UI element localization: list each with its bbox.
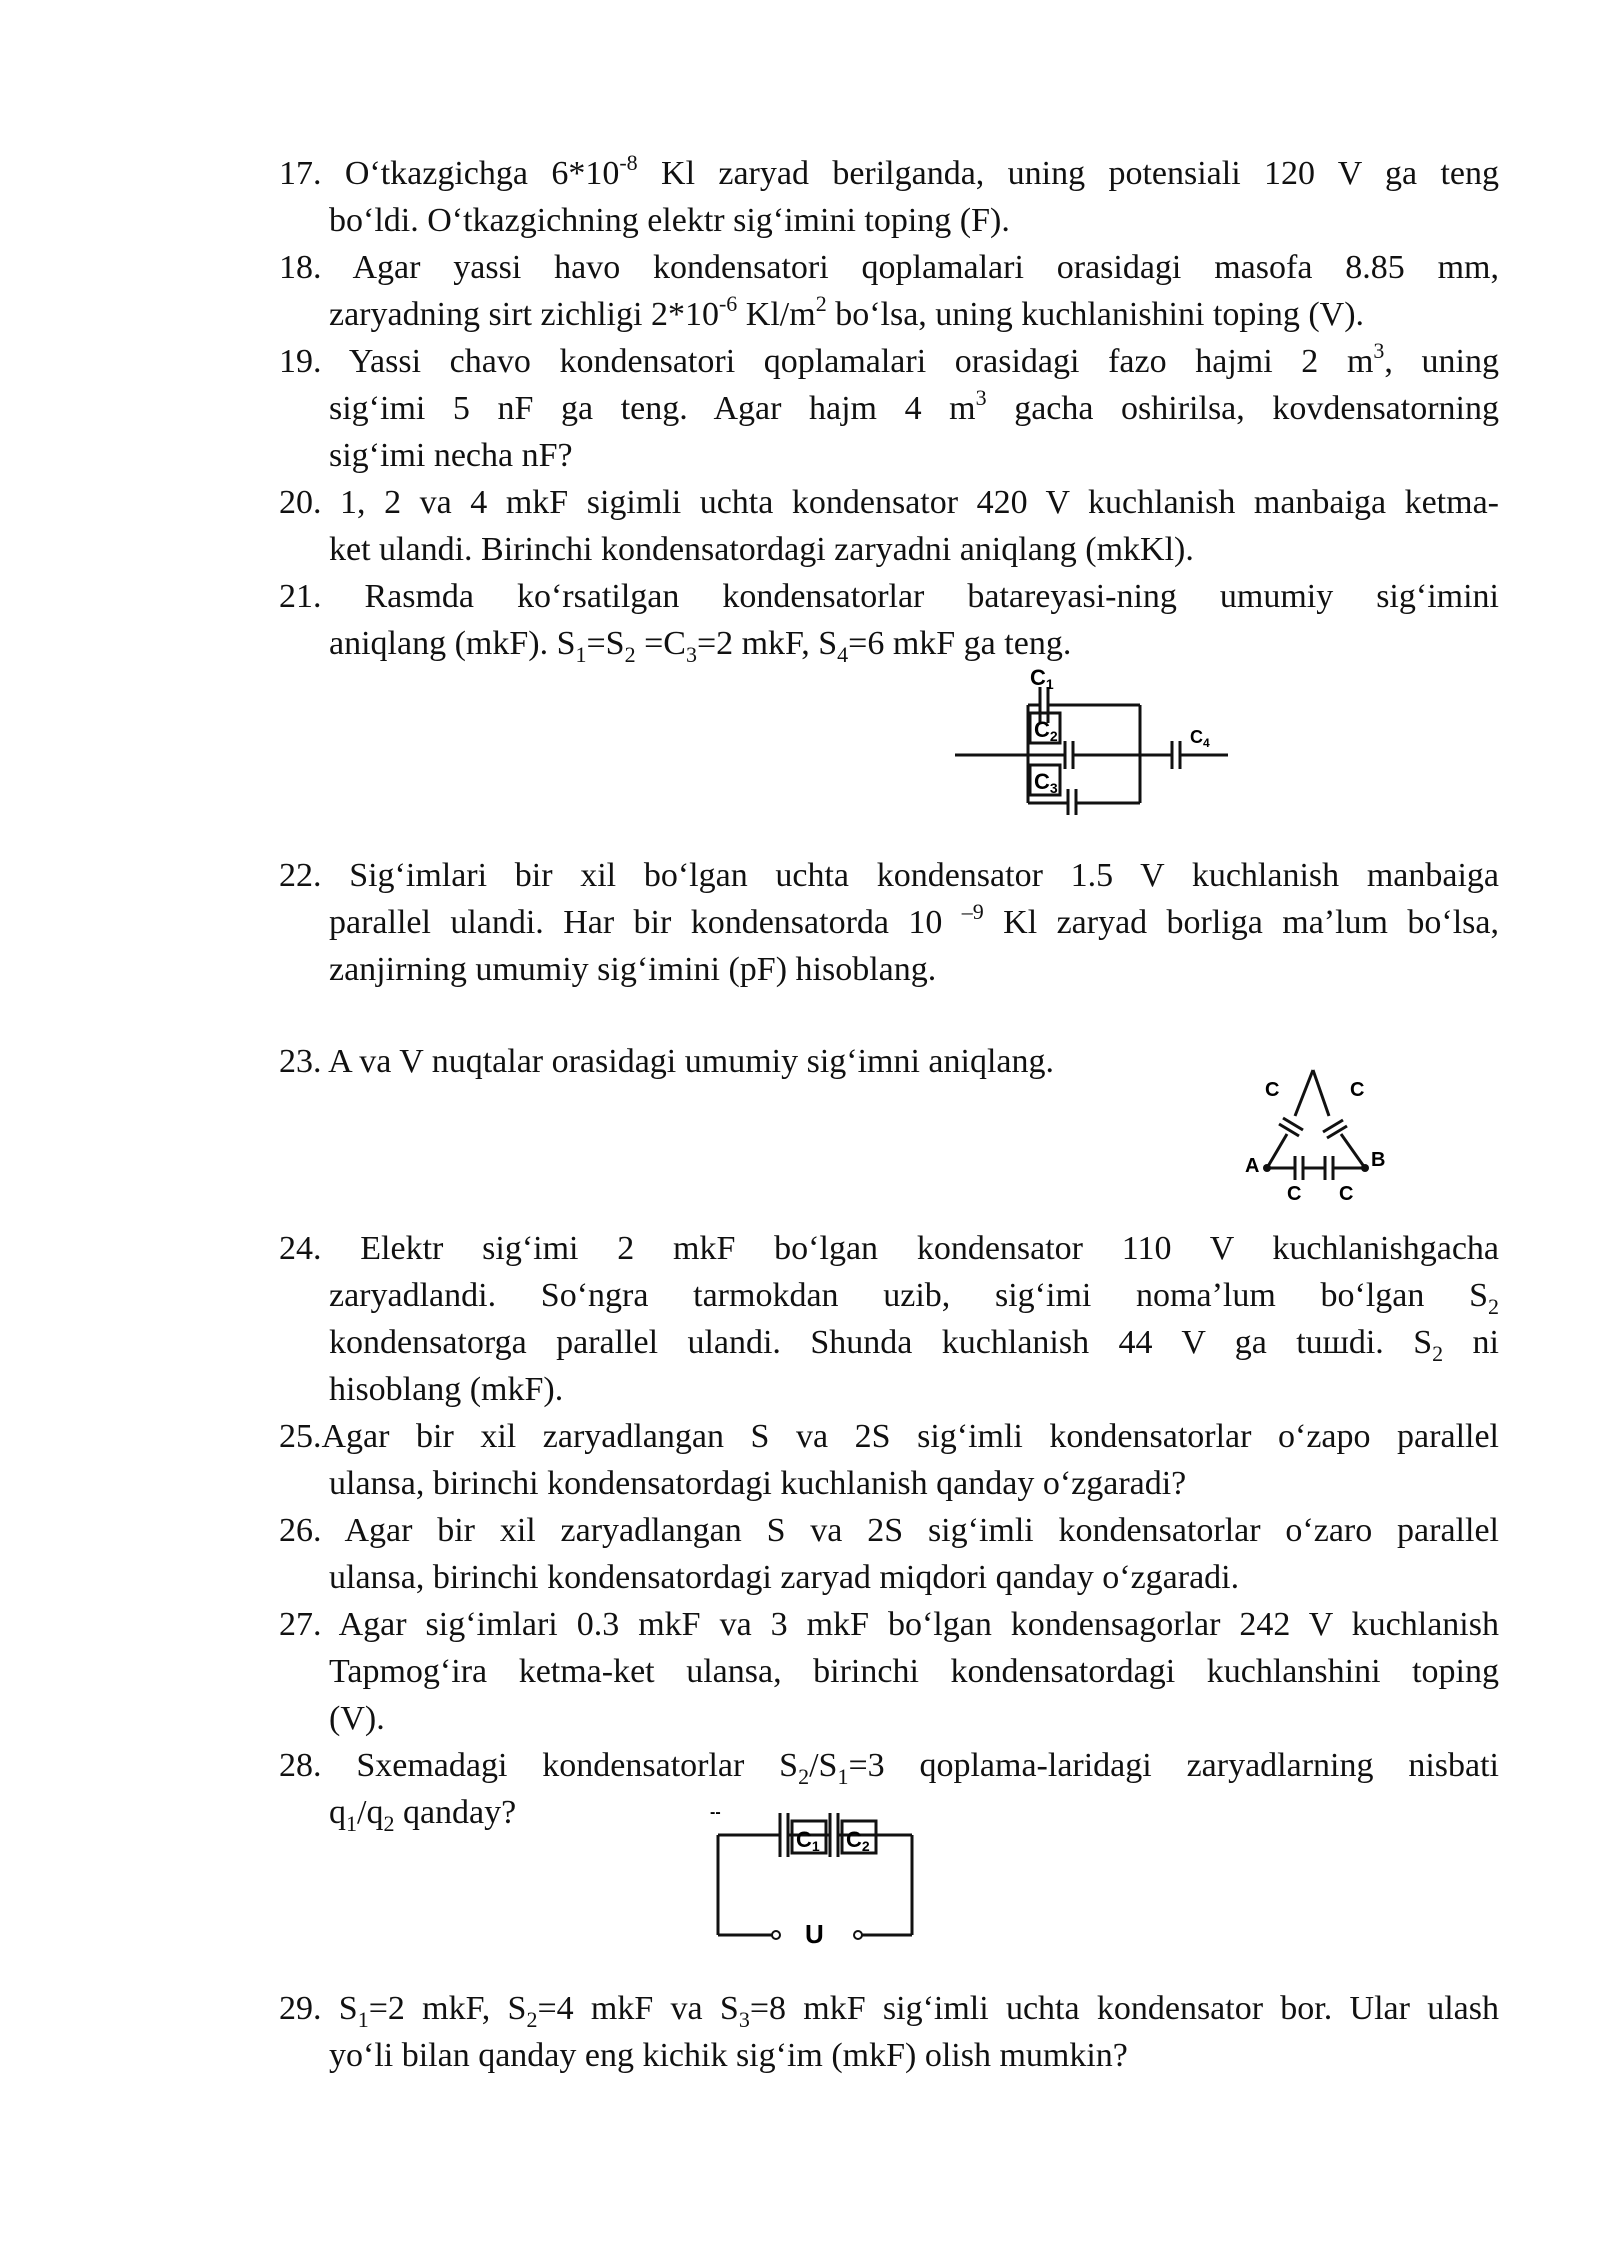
- problem-24: 24. Elektr sigʻimi 2 mkF boʻlgan kondensator 110 V kuchlanishgacha zaryadlandi. Soʻngra tarmokdan uzib, sigʻimi nomaʼlum boʻlgan $S_2$ kondensatorga parallel ulandi. Shunda kuchlanish 44 V ga tuшdi. $S_2$ ni hisoblang (mkF).: [279, 1230, 1499, 1408]
- fig28-dash-mark: --: [710, 1804, 721, 1821]
- fig21-label-c3: C3: [1034, 769, 1058, 796]
- problem-17: 17. Oʻtkazgichga $6*10^{-8}$ Kl zaryad berilganda, uning potensiali 120 V ga teng boʻldi. Oʻtkazgichning elektr sigʻimini toping (F).: [279, 149, 1499, 239]
- fig23-label-a: A: [1245, 1155, 1260, 1177]
- problem-27: 27. Agar sigʻimlari 0.3 mkF va 3 mkF boʻlgan kondensagorlar 242 V kuchlanish Tapmogʻira ketma-ket ulansa, birinchi kondensatordagi kuchlanshini toping (V).: [279, 1606, 1499, 1737]
- problem-25: 25.Agar bir xil zaryadlangan S va 2S sigʻimli kondensatorlar oʻzapo parallel ulansa, birinchi kondensatordagi kuchlanish qanday oʻzgaradi?: [279, 1418, 1499, 1502]
- fig28-label-u: U: [805, 1919, 824, 1949]
- problem-28: 28. Sxemadagi kondensatorlar $S_2/S_1=3$ qoplama-laridagi zaryadlarning nisbati $q_1/q_2$ qanday?: [279, 1747, 1499, 1836]
- fig23-label-c-top-right: C: [1350, 1079, 1365, 1101]
- figure-23-triangle-circuit: [1245, 1058, 1395, 1208]
- problem-21: 21. Rasmda koʻrsatilgan kondensatorlar batareyasi-ning umumiy sigʻimini aniqlang (mkF). $S_1=S_2 =C_3=2$ mkF, $S_4=6$ mkF ga teng.: [279, 578, 1499, 667]
- fig23-label-c-top-left: C: [1265, 1079, 1280, 1101]
- figure-23-diagram: [1245, 1058, 1395, 1208]
- problem-20: 20. 1, 2 va 4 mkF sigimli uchta kondensator 420 V kuchlanish manbaiga ketma- ket ulandi. Birinchi kondensatordagi zaryadni aniqlang (mkKl).: [279, 484, 1499, 568]
- problem-18: 18. Agar yassi havo kondensatori qoplamalari orasidagi masofa 8.85 mm, zaryadning sirt zichligi $2*10^{-6}$ $Kl/m^2$ boʻlsa, uning kuchlanishini toping (V).: [279, 249, 1499, 333]
- figure-21-capacitor-battery: [950, 665, 1250, 820]
- fig23-label-c-bottom-left: C: [1287, 1183, 1302, 1205]
- fig28-label-c2: C2: [846, 1827, 870, 1854]
- problem-19: 19. Yassi chavo kondensatori qoplamalari orasidagi fazo hajmi 2 $m^3$, uning sigʻimi 5 nF ga teng. Agar hajm 4 $m^3$ gacha oshirilsa, kovdensatorning sigʻimi necha nF?: [279, 337, 1499, 474]
- fig21-label-c4: $C_4$: [1190, 727, 1210, 750]
- problem-26: 26. Agar bir xil zaryadlangan S va 2S sigʻimli kondensatorlar oʻzaro parallel ulansa, birinchi kondensatordagi zaryad miqdori qanday oʻzgaradi.: [279, 1512, 1499, 1596]
- figure-21-diagram: [950, 665, 1250, 820]
- problem-22: 22. Sigʻimlari bir xil boʻlgan uchta kondensator 1.5 V kuchlanish manbaiga parallel ulandi. Har bir kondensatorda 10 $^{-9}$ Kl zaryad borliga maʼlum boʻlsa, zanjirning umumiy sigʻimini (pF) hisoblang.: [279, 857, 1499, 988]
- figure-28-diagram: [700, 1795, 930, 1955]
- problem-29: 29. $S_1=2$ mkF, $S_2=4$ mkF va $S_3=8$ mkF sigʻimli uchta kondensator bor. Ular ulash yoʻli bilan qanday eng kichik sigʻim (mkF) olish mumkin?: [279, 1990, 1499, 2074]
- fig23-label-b: B: [1371, 1149, 1386, 1171]
- figure-28-series-circuit: [700, 1795, 930, 1955]
- problem-23: 23. A va V nuqtalar orasidagi umumiy sigʻimni aniqlang.: [279, 1043, 1054, 1080]
- fig21-label-c1: C1: [1030, 665, 1054, 692]
- fig28-label-c1: C1: [796, 1827, 820, 1854]
- fig21-label-c2: C2: [1034, 717, 1058, 744]
- fig23-label-c-bottom-right: C: [1339, 1183, 1354, 1205]
